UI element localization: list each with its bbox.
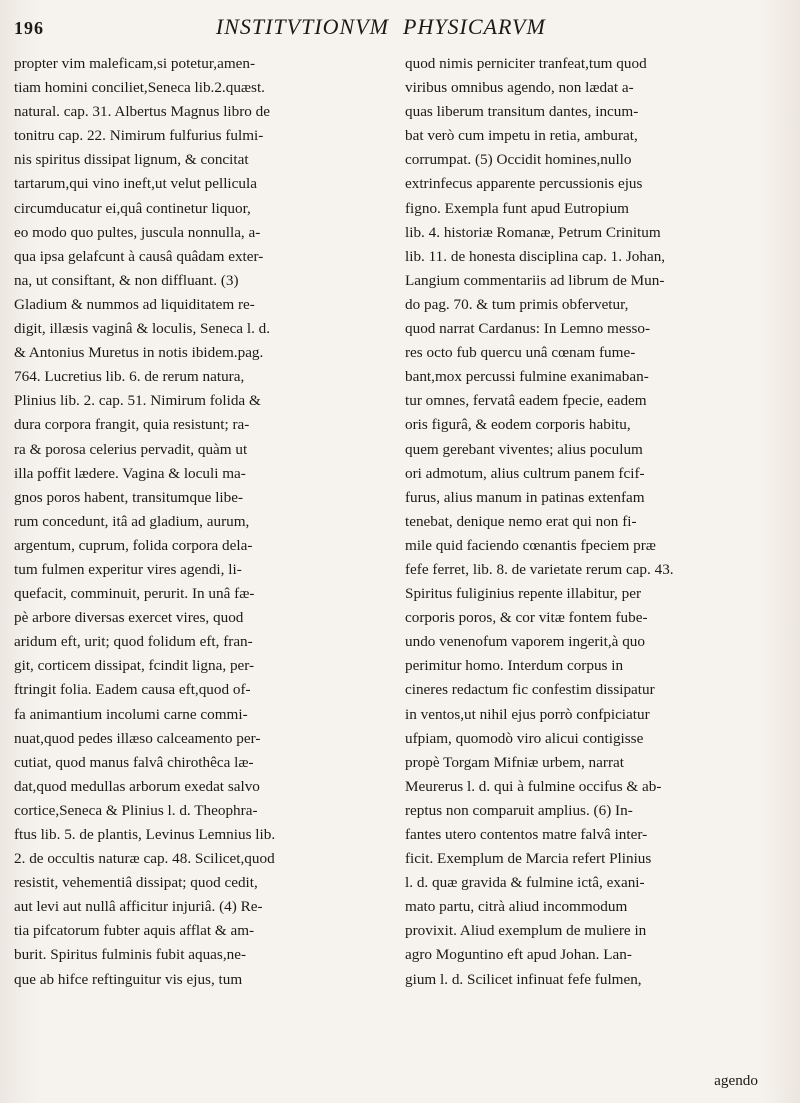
text-line: eo modo quo pultes, juscula nonnulla, a- [14, 223, 261, 241]
text-line: & Antonius Muretus in notis ibidem.pag. [14, 344, 264, 362]
text-line: ori admotum, alius cultrum panem fcif- [405, 464, 645, 482]
text-line: propter vim maleficam,si potetur,amen- [14, 55, 256, 72]
text-line: l. d. quæ gravida & fulmine ictâ, exani- [405, 874, 645, 892]
text-line: bant,mox percussi fulmine exanimaban- [405, 368, 649, 386]
text-line: Gladium & nummos ad liquiditatem re- [14, 295, 255, 313]
text-line: lib. 4. historiæ Romanæ, Petrum Crinitum [405, 223, 661, 241]
text-line: fantes utero contentos matre falvâ inter- [405, 826, 648, 843]
text-line: argentum, cuprum, folida corpora dela- [14, 536, 253, 554]
text-line: oris figurâ, & eodem corporis habitu, [405, 416, 631, 434]
text-line: tur omnes, fervatâ eadem fpecie, eadem [405, 392, 647, 410]
text-line: digit, illæsis vaginâ & loculis, Seneca l. d. [14, 320, 271, 338]
text-line: fa animantium incolumi carne commi- [14, 705, 248, 723]
text-columns [14, 52, 780, 992]
running-title-left: INSTITVTIONVM [215, 14, 389, 39]
text-line: aut levi aut nullâ afficitur injuriâ. (4) Re- [14, 898, 263, 916]
text-line: rum concedunt, itâ ad gladium, aurum, [14, 512, 250, 530]
text-line: cutiat, quod manus falvâ chirothêca læ- [14, 753, 254, 771]
text-line: corporis poros, & cor vitæ fontem fube- [405, 609, 648, 627]
text-line: lib. 11. de honesta disciplina cap. 1. Johan, [405, 247, 666, 265]
text-line: aridum eft, urit; quod folidum eft, fran- [14, 633, 253, 651]
catchword: agendo [714, 1072, 758, 1089]
text-line: corrumpat. (5) Occidit homines,nullo [405, 151, 632, 169]
text-line: natural. cap. 31. Albertus Magnus libro de [14, 103, 271, 121]
text-line: circumducatur ei,quâ continetur liquor, [14, 199, 251, 217]
text-line: 764. Lucretius lib. 6. de rerum natura, [14, 368, 245, 386]
text-line: dat,quod medullas arborum exedat salvo [14, 777, 260, 795]
text-line: qua ipsa gelafcunt à causâ quâdam exter- [14, 247, 264, 265]
text-line: figno. Exempla funt apud Eutropium [405, 199, 629, 217]
text-line: extrinfecus apparente percussionis ejus [405, 175, 643, 193]
text-line: tartarum,qui vino ineft,ut velut pellicula [14, 175, 257, 193]
text-line: do pag. 70. & tum primis obfervetur, [405, 295, 629, 313]
running-head [14, 14, 780, 50]
right-column [405, 52, 780, 992]
text-line: quod nimis perniciter tranfeat,tum quod [405, 55, 647, 72]
text-line: res octo fub quercu unâ cœnam fume- [405, 344, 636, 362]
text-line: Langium commentariis ad librum de Mun- [405, 271, 665, 289]
text-line: furus, alius manum in patinas extenfam [405, 488, 645, 506]
text-line: cineres redactum fic confestim dissipatur [405, 681, 655, 699]
text-line: cortice,Seneca & Plinius l. d. Theophra- [14, 801, 258, 819]
text-line: ufpiam, quomodò viro alicui contigisse [405, 729, 644, 747]
text-line: mile quid faciendo cœnantis fpeciem præ [405, 536, 656, 554]
page-number: 196 [14, 18, 44, 38]
text-line: tiam homini conciliet,Seneca lib.2.quæst. [14, 79, 265, 97]
text-line: bat verò cum impetu in retia, amburat, [405, 127, 638, 145]
text-line: Plinius lib. 2. cap. 51. Nimirum folida & [14, 392, 261, 410]
text-line: nuat,quod pedes illæso calceamento per- [14, 729, 261, 747]
text-line: ra & porosa celerius pervadit, quàm ut [14, 440, 248, 458]
text-line: perimitur homo. Interdum corpus in [405, 657, 624, 675]
text-line: git, corticem dissipat, fcindit ligna, per- [14, 657, 255, 675]
text-line: viribus omnibus agendo, non lædat a- [405, 79, 634, 97]
text-line: 2. de occultis naturæ cap. 48. Scilicet,quod [14, 850, 275, 868]
text-line: quefacit, comminuit, perurit. In unâ fæ- [14, 585, 255, 603]
text-line: nis spiritus dissipat lignum, & concitat [14, 151, 249, 169]
text-line: provixit. Aliud exemplum de muliere in [405, 922, 647, 940]
text-line: agro Moguntino eft apud Johan. Lan- [405, 946, 632, 964]
text-line: illa poffit lædere. Vagina & loculi ma- [14, 464, 246, 482]
text-line: tenebat, denique nemo erat qui non fi- [405, 512, 637, 530]
left-column [14, 52, 389, 992]
text-line: mato partu, citrà aliud incommodum [405, 898, 628, 916]
text-line: gnos poros habent, transitumque libe- [14, 488, 244, 506]
text-line: quod narrat Cardanus: In Lemno messo- [405, 320, 651, 338]
text-line: tum fulmen experitur vires agendi, li- [14, 560, 242, 578]
text-line: quas liberum transitum dantes, incum- [405, 103, 639, 121]
text-line: burit. Spiritus fulminis fubit aquas,ne- [14, 946, 247, 964]
text-line: undo venenofum vaporem ingerit,à quo [405, 633, 645, 651]
text-line: que ab hifce reftinguitur vis ejus, tum [14, 970, 243, 988]
text-line: tia pifcatorum fubter aquis afflat & am- [14, 922, 255, 940]
text-line: ficit. Exemplum de Marcia refert Plinius [405, 850, 652, 868]
text-line: tonitru cap. 22. Nimirum fulfurius fulmi- [14, 127, 264, 145]
text-line: na, ut consiftant, & non diffluant. (3) [14, 271, 239, 289]
text-line: Spiritus fuliginius repente illabitur, per [405, 585, 642, 603]
text-line: Meurerus l. d. qui à fulmine occifus & ab- [405, 777, 662, 795]
running-title-right: PHYSICARVM [403, 14, 546, 39]
text-line: ftringit folia. Eadem causa eft,quod of- [14, 681, 251, 699]
text-line: resistit, vehementiâ dissipat; quod cedit, [14, 874, 258, 892]
text-line: reptus non comparuit amplius. (6) In- [405, 801, 633, 819]
text-line: ftus lib. 5. de plantis, Levinus Lemnius lib. [14, 826, 276, 843]
text-line: pè arbore diversas exercet vires, quod [14, 609, 244, 627]
text-line: gium l. d. Scilicet infinuat fefe fulmen, [405, 970, 642, 988]
text-line: dura corpora frangit, quia resistunt; ra- [14, 416, 250, 434]
text-line: fefe ferret, lib. 8. de varietate rerum cap. 43. [405, 560, 674, 578]
text-line: propè Torgam Mifniæ urbem, narrat [405, 753, 624, 771]
text-line: in ventos,ut nihil ejus porrò confpiciatur [405, 705, 650, 723]
text-line: quem gerebant viventes; alius poculum [405, 440, 643, 458]
